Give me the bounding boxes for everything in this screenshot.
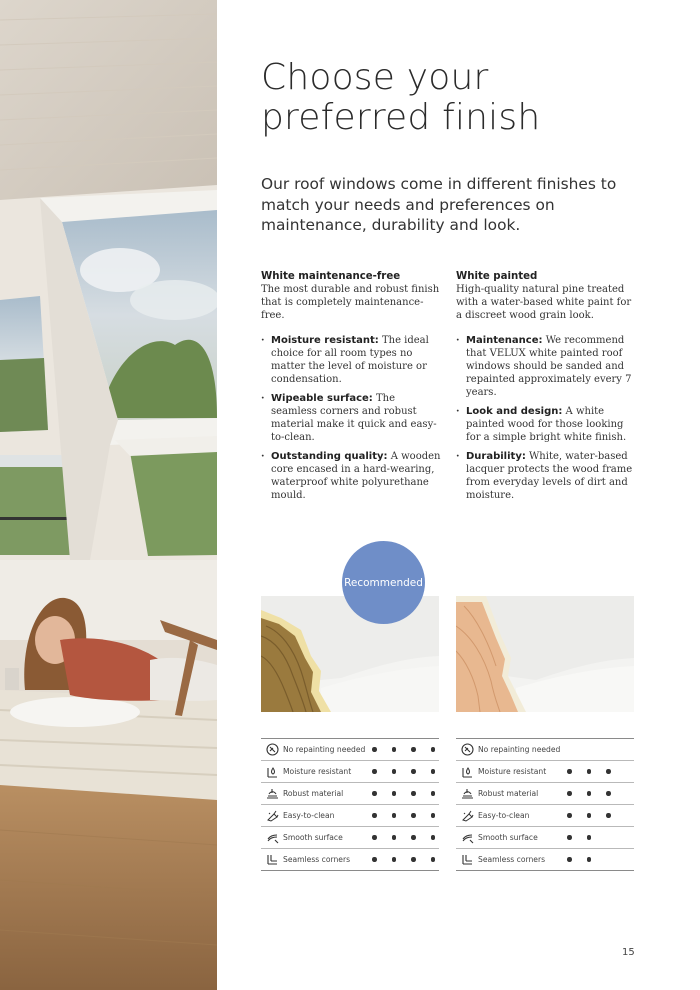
rating-dot-empty — [626, 857, 631, 862]
rating-dot-filled — [587, 813, 592, 818]
rating-dot-filled — [392, 791, 397, 796]
feature-label: Maintenance: — [466, 335, 543, 346]
column-heading: White painted — [456, 271, 538, 282]
rating-row — [261, 783, 439, 805]
rating-dot-filled — [392, 813, 397, 818]
feature-text: White, water-based lacquer protects the wood frame from everyday levels of dirt and moisture. — [466, 451, 633, 501]
rating-dot-filled — [587, 791, 592, 796]
rating-dot-empty — [626, 769, 631, 774]
smooth-icon — [265, 831, 279, 845]
rating-row — [261, 827, 439, 849]
maintenance-free-column — [261, 270, 441, 508]
rating-dots — [567, 783, 645, 804]
rating-label: Smooth surface — [478, 833, 538, 842]
rating-label: Seamless corners — [283, 855, 351, 864]
rating-dot-filled — [431, 769, 436, 774]
rating-dot-filled — [411, 769, 416, 774]
rating-dot-filled — [431, 813, 436, 818]
smooth-icon — [460, 831, 474, 845]
rating-dot-filled — [372, 769, 377, 774]
rating-label: Robust material — [283, 789, 344, 798]
robust-icon — [460, 787, 474, 801]
feature-label: Durability: — [466, 451, 526, 462]
rating-row — [456, 739, 634, 761]
no-repaint-icon — [265, 743, 279, 757]
rating-dot-filled — [372, 747, 377, 752]
rating-dot-filled — [431, 791, 436, 796]
rating-dot-empty — [626, 835, 631, 840]
feature-item — [456, 405, 636, 444]
rating-dot-filled — [606, 769, 611, 774]
feature-label: Wipeable surface: — [271, 393, 373, 404]
rating-dot-filled — [372, 813, 377, 818]
maintenance-free-sample-image — [261, 596, 439, 712]
white-painted-sample-image — [456, 596, 634, 712]
rating-dot-filled — [431, 857, 436, 862]
rating-dot-empty — [626, 813, 631, 818]
column-description: The most durable and robust finish that is completely maintenance-free. — [261, 284, 440, 321]
robust-icon — [265, 787, 279, 801]
page-title — [261, 58, 681, 138]
rating-dot-empty — [606, 857, 611, 862]
rating-dot-filled — [567, 791, 572, 796]
rating-row — [456, 849, 634, 871]
intro-text: Our roof windows come in different finishes to match your needs and preferences on maintenance, durability and look. — [261, 175, 617, 234]
rating-dots — [372, 783, 450, 804]
column-heading: White maintenance-free — [261, 271, 401, 282]
rating-dots — [372, 849, 450, 870]
rating-dot-filled — [392, 769, 397, 774]
rating-row — [261, 805, 439, 827]
rating-row — [456, 805, 634, 827]
rating-dot-empty — [606, 835, 611, 840]
rating-dots — [372, 805, 450, 826]
rating-row — [456, 783, 634, 805]
room-photo — [0, 0, 217, 990]
rating-dot-filled — [567, 813, 572, 818]
rating-dot-filled — [411, 813, 416, 818]
rating-dot-empty — [626, 791, 631, 796]
rating-dot-filled — [372, 835, 377, 840]
rating-dot-filled — [411, 747, 416, 752]
rating-dots — [567, 827, 645, 848]
rating-row — [261, 849, 439, 871]
rating-dot-filled — [392, 747, 397, 752]
corner-icon — [460, 853, 474, 867]
rating-dots — [567, 805, 645, 826]
feature-item — [261, 334, 441, 386]
recommended-badge: Recommended — [342, 541, 425, 624]
feature-item — [261, 450, 441, 502]
clean-icon — [460, 809, 474, 823]
rating-dots — [372, 739, 450, 760]
rating-label: Easy-to-clean — [283, 811, 335, 820]
no-repaint-icon — [460, 743, 474, 757]
rating-dot-filled — [587, 769, 592, 774]
rating-dot-filled — [587, 857, 592, 862]
moisture-icon — [460, 765, 474, 779]
rating-dot-filled — [372, 857, 377, 862]
column-description: High-quality natural pine treated with a water-based white paint for a discreet wood grain look. — [456, 284, 632, 321]
rating-dot-filled — [587, 835, 592, 840]
rating-label: Easy-to-clean — [478, 811, 530, 820]
feature-label: Look and design: — [466, 406, 563, 417]
maintenance-free-ratings-table — [261, 738, 439, 871]
feature-item — [456, 334, 636, 399]
white-painted-ratings-table — [456, 738, 634, 871]
rating-label: Moisture resistant — [283, 767, 352, 776]
feature-list — [261, 334, 441, 502]
title-line-1: Choose your — [261, 57, 489, 98]
moisture-icon — [265, 765, 279, 779]
rating-dot-filled — [431, 747, 436, 752]
rating-dot-filled — [411, 791, 416, 796]
white-painted-column — [456, 270, 636, 508]
rating-dot-filled — [606, 813, 611, 818]
corner-icon — [265, 853, 279, 867]
rating-label: Moisture resistant — [478, 767, 547, 776]
feature-label: Outstanding quality: — [271, 451, 388, 462]
rating-dot-filled — [392, 857, 397, 862]
rating-dot-filled — [392, 835, 397, 840]
rating-dot-empty — [626, 747, 631, 752]
rating-dot-filled — [411, 835, 416, 840]
rating-label: Robust material — [478, 789, 539, 798]
rating-dots — [567, 761, 645, 782]
rating-dots — [372, 761, 450, 782]
rating-row — [261, 739, 439, 761]
feature-item — [456, 450, 636, 502]
rating-dot-filled — [606, 791, 611, 796]
rating-dot-empty — [567, 747, 572, 752]
rating-dot-empty — [606, 747, 611, 752]
feature-text: We recommend that VELUX white painted roof windows should be sanded and repainted approximately every 7 years. — [466, 335, 632, 398]
feature-text: A white painted wood for those looking for a simple bright white finish. — [466, 406, 627, 443]
rating-label: No repainting needed — [478, 745, 561, 754]
feature-item — [261, 392, 441, 444]
rating-label: Seamless corners — [478, 855, 546, 864]
rating-label: Smooth surface — [283, 833, 343, 842]
title-line-2: preferred finish — [261, 97, 541, 138]
rating-dots — [567, 849, 645, 870]
feature-list — [456, 334, 636, 502]
rating-row — [261, 761, 439, 783]
rating-dot-filled — [411, 857, 416, 862]
page-number: 15 — [622, 947, 635, 958]
clean-icon — [265, 809, 279, 823]
rating-dot-filled — [372, 791, 377, 796]
rating-row — [456, 761, 634, 783]
feature-text: The ideal choice for all room types no matter the level of moisture or condensation. — [271, 335, 429, 385]
rating-row — [456, 827, 634, 849]
feature-label: Moisture resistant: — [271, 335, 379, 346]
rating-label: No repainting needed — [283, 745, 366, 754]
feature-text: The seamless corners and robust material make it quick and easy-to-clean. — [271, 393, 437, 443]
rating-dot-empty — [587, 747, 592, 752]
rating-dot-filled — [431, 835, 436, 840]
rating-dots — [372, 827, 450, 848]
rating-dots — [567, 739, 645, 760]
rating-dot-filled — [567, 835, 572, 840]
feature-text: A wooden core encased in a hard-wearing, waterproof white polyurethane mould. — [271, 451, 441, 501]
rating-dot-filled — [567, 769, 572, 774]
rating-dot-filled — [567, 857, 572, 862]
